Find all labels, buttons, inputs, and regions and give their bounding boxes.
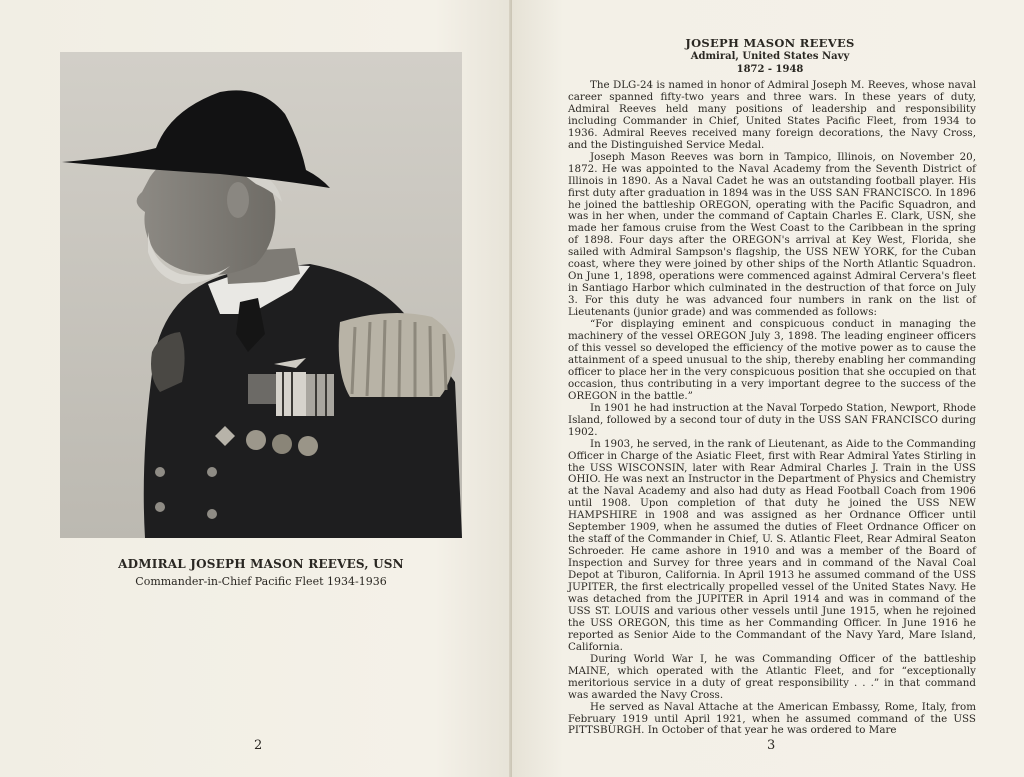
paragraph: He served as Naval Attache at the American Embassy, Rome, Italy, from February 1919 until April 1921, when he assumed command of the USS PITTSBURGH. In October of that year he was ordered to Mare: [568, 700, 976, 737]
portrait-caption-subtitle: Commander-in-Chief Pacific Fleet 1934-1936: [135, 575, 387, 588]
biography-years: 1872 - 1948: [736, 64, 804, 75]
paragraph: In 1901 he had instruction at the Naval Torpedo Station, Newport, Rhode Island, followed by a second tour of duty in the USS SAN FRANCISCO during 1902.: [568, 401, 976, 438]
biography-header: [540, 36, 1000, 76]
admiral-portrait-photo: [60, 52, 462, 538]
biography-rank: Admiral, United States Navy: [690, 51, 850, 62]
portrait-illustration: [60, 52, 462, 538]
right-page-number: 3: [767, 738, 776, 753]
paragraph: In 1903, he served, in the rank of Lieutenant, as Aide to the Commanding Officer in Charge of the Asiatic Fleet, first with Rear Admiral Yates Stirling in the USS WISCONSIN, later with Rear Admiral Charles J. Train in the USS OHIO. He was next an Instructor in the Department of Physics and Chemistry at the Naval Academy and also had duty as Head Football Coach from 1906 until 1908. Upon completion of that duty he joined the USS NEW HAMPSHIRE in 1908 and was assigned as her Ordnance Officer until September 1909, when he assumed the duties of Fleet Ordnance Officer on the staff of the Commander in Chief, U. S. Atlantic Fleet, Rear Admiral Seaton Schroeder. He came ashore in 1910 and was a member of the Board of Inspection and Survey for three years and in command of the Naval Coal Depot at Tiburon, California. In April 1913 he assumed command of the USS JUPITER, the first electrically propelled vessel of the United States Navy. He was detached from the JUPITER in April 1914 and was in command of the USS ST. LOUIS and various other vessels until June 1915, when he rejoined the USS OREGON, this time as her Commanding Officer. In June 1916 he reported as Senior Aide to the Commandant of the Navy Yard, Mare Island, California.: [568, 437, 976, 653]
biography-name: JOSEPH MASON REEVES: [685, 36, 855, 50]
paragraph: Joseph Mason Reeves was born in Tampico, Illinois, on November 20, 1872. He was appointed to the Naval Academy from the Seventh District of Illinois in 1890. As a Naval Cadet he was an outstanding football player. His first duty after graduation in 1894 was in the USS SAN FRANCISCO. In 1896 he joined the battleship OREGON, operating with the Pacific Squadron, and was in her when, under the command of Captain Charles E. Clark, USN, she made her famous cruise from the West Coast to the Caribbean in the spring of 1898. Four days after the OREGON's arrival at Key West, Florida, she sailed with Admiral Sampson's flagship, the USS NEW YORK, for the Cuban coast, where they were joined by other ships of the North Atlantic Squadron. On June 1, 1898, operations were commenced against Admiral Cervera's fleet in Santiago Harbor which culminated in the destruction of that force on July 3. For this duty he was advanced four numbers in rank on the list of Lieutenants (junior grade) and was commended as follows:: [568, 150, 976, 319]
portrait-caption-title: ADMIRAL JOSEPH MASON REEVES, USN: [118, 557, 404, 571]
left-page-number: 2: [254, 738, 263, 753]
biography-text: [568, 80, 976, 737]
paragraph: During World War I, he was Commanding Officer of the battleship MAINE, which operated with the Atlantic Fleet, and for “exceptionally meritorious service in a duty of great responsibility . . .” in that command was awarded the Navy Cross.: [568, 652, 976, 701]
paragraph: “For displaying eminent and conspicuous conduct in managing the machinery of the vessel OREGON July 3, 1898. The leading engineer officers of this vessel so developed the efficiency of the motive power as to cause the attainment of a speed unusual to the ship, thereby enabling her commanding officer to place her in the very conspicuous position that she occupied on that occasion, thus contributing in a very important degree to the success of the OREGON in the battle.”: [568, 318, 976, 402]
paragraph: The DLG-24 is named in honor of Admiral Joseph M. Reeves, whose naval career spanned fifty-two years and three wars. In these years of duty, Admiral Reeves held many positions of leadership and responsibility including Commander in Chief, United States Pacific Fleet, from 1934 to 1936. Admiral Reeves received many foreign decorations, the Navy Cross, and the Distinguished Service Medal.: [568, 79, 976, 151]
